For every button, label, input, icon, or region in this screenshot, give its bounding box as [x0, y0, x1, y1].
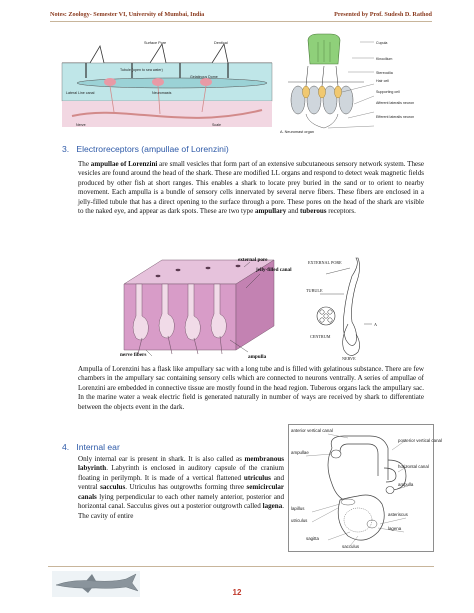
para-text: are small vesicles that form part of an extensive subcutaneous sensory network system. These vesicles are found around the head of the shark. These are modified LL organs and respond to detect weak magnetic fields produced by other fish at short ranges. This enables a shark to locate prey buried in the sand or to orient to nearby movement. Each ampulla is a bundle of sensory cells innervated by several nerve fibers. These fibers are enclosed in a jelly-filled tubule that has a direct opening to the surface through a pore. These pores on the head of the shark are visible to the naked eye, and appear as dark spots. These are two type [78, 160, 424, 216]
ear-label: lapillus [291, 506, 305, 511]
ear-label: lagena [388, 526, 402, 531]
ampulla-block-figure [118, 254, 290, 362]
internal-ear-paragraph [78, 455, 284, 521]
section-title: Electroreceptors (ampullae of Lorenzini) [76, 144, 229, 154]
ampulla-description-paragraph: Ampulla of Lorenzini has a flask like ampullary sac with a long tube and is filled with gelatinous substance. There are few chambers in the ampullary sac containing sensory cells which are connected to neurons ventrally. A series of ampullae of Lorenzini are embedded in connective tissue are mostly found in the head region. Tuberous organs lack the ampullary sac. In the marine water a weak electric field is generated naturally in number of ways are received by shark to differentiate between the objects event in the dark. [78, 365, 424, 411]
neuromast-label: Kinocilium [376, 57, 393, 61]
neuromast-label: Supporting cell [376, 90, 400, 94]
neuromast-label: Afferent lateralis neuron [376, 101, 415, 105]
ampulla-label: nerve fibers [120, 352, 147, 358]
ear-label: ampullae [291, 450, 309, 455]
lateral-label: Tubule (open to sea water) [120, 68, 163, 72]
section-heading-internal-ear [62, 442, 120, 452]
ear-label: sacculus [342, 544, 360, 549]
section-heading-electroreceptors [62, 144, 229, 154]
ampulla-label: ampulla [248, 354, 267, 360]
term-ampullae: ampullae of Lorenzini [90, 160, 158, 168]
term-utriculus: utriculus [243, 473, 271, 482]
lateral-label: Lateral Line canal [66, 91, 95, 95]
ear-label: ampulla [398, 482, 414, 487]
para-text: . The cavity of entire [78, 502, 284, 520]
term-lagena: lagena [262, 502, 283, 511]
term-membranous-labyrinth: membranous labyrinth [78, 455, 285, 473]
sketch-label: EXTERNAL PORE [308, 260, 342, 265]
ear-label: asteriscus [388, 512, 408, 517]
term-semicircular-canals: semicircular canals [78, 483, 284, 501]
neuromast-label: Hair cell [376, 79, 389, 83]
lateral-label: Scale [212, 123, 221, 127]
para-text: . Labyrinth is enclosed in auditory capsule of the cranium floating in perilymph. It is made of a vertical flattened [78, 464, 284, 482]
para-text: and ventral [78, 473, 284, 492]
lateral-line-figure [62, 38, 272, 133]
para-text: receptors. [328, 207, 356, 216]
header-left: Notes: Zoology- Semester VI, University of Mumbai, India [50, 11, 205, 18]
para-text: and [288, 207, 299, 216]
lateral-label: Gelatinous Dome [190, 75, 218, 79]
para-text: . Utriculus has outgrowths forming three [125, 483, 244, 492]
term-sacculus: sacculus [100, 483, 126, 492]
ampulla-sketch-figure [300, 254, 386, 362]
ear-label: anterior vertical canal [291, 428, 333, 433]
section-title: Internal ear [76, 442, 120, 452]
neuromast-label: Cupula [376, 41, 388, 45]
lateral-label: Neuromasts [152, 91, 172, 95]
header-right: Presented by Prof. Sudesh D. Rathod [334, 11, 432, 18]
term-ampullary: ampullary [254, 207, 287, 216]
ear-label: horizontal canal [398, 464, 429, 469]
para-text: Only internal ear is present in shark. It is also called as [78, 455, 242, 463]
ampulla-label: jelly-filled canal [256, 267, 292, 273]
sketch-label: NERVE [342, 356, 356, 361]
lateral-label: Dentical [214, 41, 228, 45]
sketch-label: TUBULE [306, 288, 323, 293]
internal-ear-figure [288, 424, 442, 552]
neuromast-figure [278, 32, 438, 136]
neuromast-label: Stereocilia [376, 71, 393, 75]
neuromast-label: Efferent lateralis neuron [376, 115, 415, 119]
neuromast-caption: A. Neuromast organ [280, 130, 314, 134]
ampulla-label: external pore [238, 257, 268, 263]
page-number: 12 [232, 588, 242, 597]
sketch-label: CENTRUM [310, 334, 331, 339]
para-text: lying perpendicular to each other namely anterior, posterior and horizontal canal. Sacculus gives out a posterior outgrowth called [78, 492, 284, 511]
para-text: The [78, 160, 89, 168]
term-tuberous: tuberous [300, 207, 327, 216]
footer-divider [48, 566, 434, 567]
sketch-label: A [374, 322, 378, 327]
section-number: 4. [62, 442, 70, 452]
ampullae-paragraph [78, 160, 424, 217]
lateral-label: Nerve [76, 123, 86, 127]
header-divider [50, 21, 432, 22]
ear-label: utriculus [291, 518, 308, 523]
ear-label: sagitta [306, 536, 319, 541]
lateral-label: Surface Pore [144, 41, 167, 45]
ear-label: posterior vertical canal [398, 438, 442, 443]
section-number: 3. [62, 144, 70, 154]
